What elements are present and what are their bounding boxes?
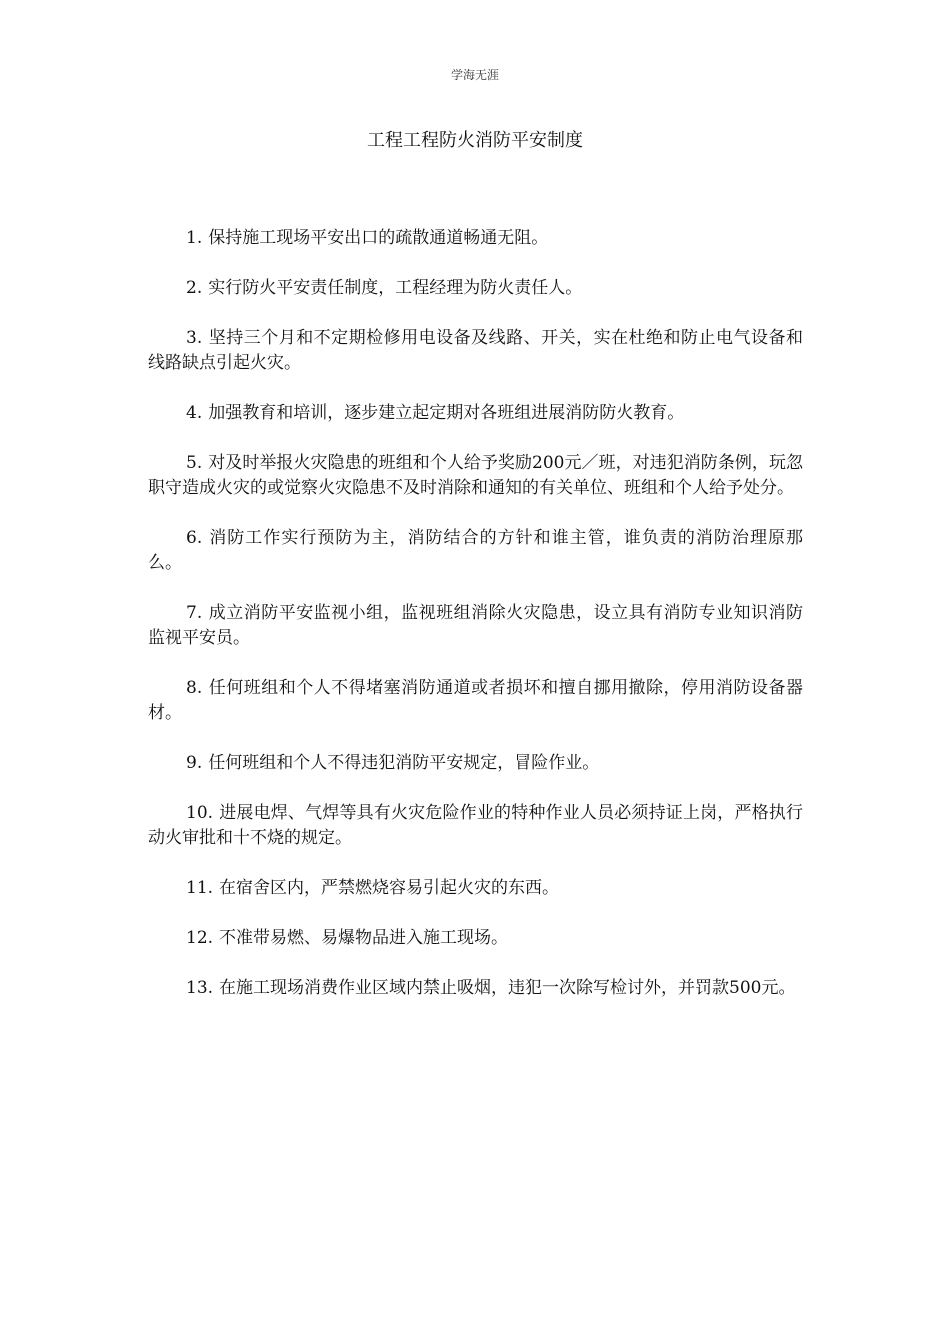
rule-number: 10. [186,803,214,823]
rule-text: 坚持三个月和不定期检修用电设备及线路、开关，实在杜绝和防止电气设备和线路缺点引起火灾。 [148,328,803,373]
rule-number: 2. [186,278,203,298]
rule-text: 在宿舍区内，严禁燃烧容易引起火灾的东西。 [219,878,560,898]
rules-list [148,226,803,1026]
rule-text: 消防工作实行预防为主，消防结合的方针和谁主管，谁负责的消防治理原那么。 [148,528,803,573]
rule-item [148,401,803,426]
rule-number: 13. [186,978,214,998]
rule-text: 不准带易燃、易爆物品进入施工现场。 [219,928,509,948]
rule-item [148,226,803,251]
rule-item [148,801,803,851]
rule-item [148,326,803,376]
rule-text: 成立消防平安监视小组，监视班组消除火灾隐患，设立具有消防专业知识消防监视平安员。 [148,603,803,648]
rule-text: 保持施工现场平安出口的疏散通道畅通无阻。 [208,228,549,248]
rule-item [148,751,803,776]
rule-text: 进展电焊、气焊等具有火灾危险作业的特种作业人员必须持证上岗，严格执行动火审批和十不烧的规定。 [148,803,803,848]
rule-number: 3. [186,328,203,348]
rule-text: 对及时举报火灾隐患的班组和个人给予奖励200元／班，对违犯消防条例，玩忽职守造成火灾的或觉察火灾隐患不及时消除和通知的有关单位、班组和个人给予处分。 [148,453,803,498]
rule-text: 加强教育和培训，逐步建立起定期对各班组进展消防防火教育。 [208,403,685,423]
rule-number: 5. [186,453,203,473]
rule-number: 6. [186,528,203,548]
rule-item [148,876,803,901]
rule-text: 任何班组和个人不得堵塞消防通道或者损坏和擅自挪用撤除，停用消防设备器材。 [148,678,803,723]
rule-item [148,451,803,501]
rule-item [148,276,803,301]
rule-number: 11. [186,878,214,898]
rule-item [148,676,803,726]
rule-item [148,926,803,951]
rule-item [148,976,803,1001]
rule-text: 在施工现场消费作业区域内禁止吸烟，违犯一次除写检讨外，并罚款500元。 [219,978,796,998]
document-title: 工程工程防火消防平安制度 [367,130,583,151]
rule-number: 12. [186,928,214,948]
rule-number: 1. [186,228,203,248]
rule-text: 实行防火平安责任制度，工程经理为防火责任人。 [208,278,583,298]
rule-number: 8. [186,678,203,698]
rule-item [148,601,803,651]
rule-number: 7. [186,603,203,623]
rule-number: 4. [186,403,203,423]
page-header: 学海无涯 [450,68,499,82]
rule-item [148,526,803,576]
rule-number: 9. [186,753,203,773]
rule-text: 任何班组和个人不得违犯消防平安规定，冒险作业。 [208,753,600,773]
